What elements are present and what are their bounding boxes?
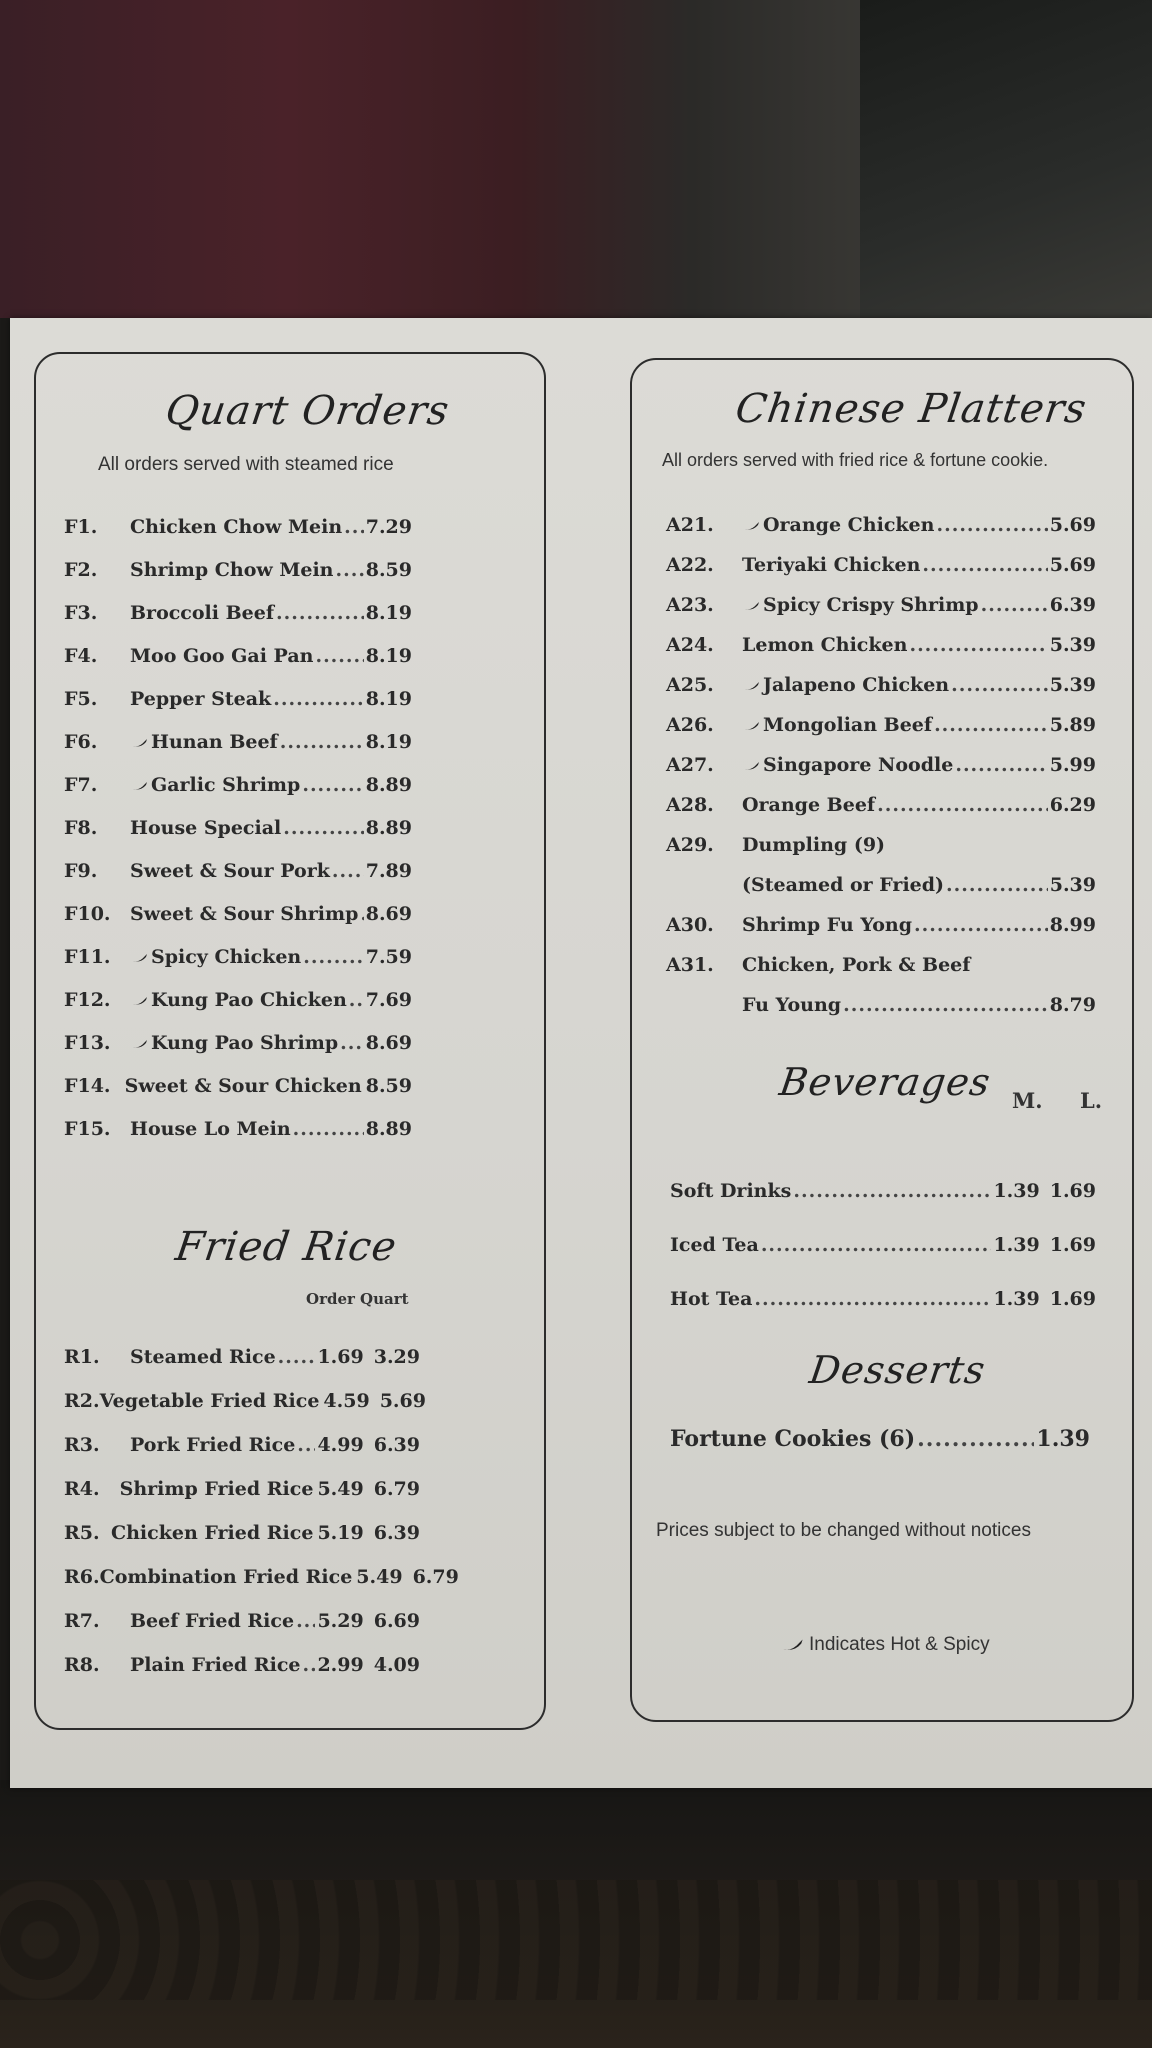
- quart-order-item: [64, 860, 412, 882]
- item-code: A27.: [666, 754, 714, 776]
- platter-item: [666, 754, 1096, 776]
- quart-order-item: [64, 774, 412, 796]
- quart-order-item: [64, 946, 412, 968]
- leader-dots: [981, 594, 1048, 616]
- item-price-price: 8.89: [365, 1118, 412, 1140]
- item-price-price: 6.29: [1049, 794, 1096, 816]
- pepper-icon: [744, 761, 760, 771]
- item-code: A30.: [666, 914, 714, 936]
- fried-rice-order-header: Order: [306, 1290, 355, 1308]
- platter-item: [666, 594, 1096, 616]
- item-price-price: 8.89: [365, 774, 412, 796]
- spicy-legend: [780, 1634, 990, 1656]
- item-name: Chicken, Pork & Beef: [742, 954, 971, 976]
- leader-dots: [280, 731, 364, 753]
- quart-order-item: [64, 645, 412, 667]
- fried-rice-quart-header: Quart: [360, 1290, 409, 1308]
- item-name: Soft Drinks: [670, 1180, 792, 1202]
- item-code: F8.: [64, 817, 98, 839]
- item-name: Sweet & Sour Shrimp: [130, 903, 359, 925]
- item-price-quart: 5.69: [379, 1390, 426, 1412]
- item-price-price: 8.19: [365, 731, 412, 753]
- quart-order-item: [64, 516, 412, 538]
- quart-order-item: [64, 731, 412, 753]
- item-code: F7.: [64, 774, 98, 796]
- item-name: Teriyaki Chicken: [742, 554, 921, 576]
- item-price-price: 7.89: [365, 860, 412, 882]
- item-name: Shrimp Fu Yong: [742, 914, 913, 936]
- item-name: Broccoli Beef: [130, 602, 275, 624]
- item-price-price: 5.39: [1049, 634, 1096, 656]
- background-top: [0, 0, 1152, 318]
- beverages-medium-header: M.: [1012, 1088, 1043, 1113]
- item-name: Plain Fried Rice: [130, 1654, 301, 1676]
- leader-dots: [278, 1346, 316, 1368]
- item-price-price: 5.99: [1049, 754, 1096, 776]
- leader-dots: [293, 1118, 364, 1140]
- item-price-price: 7.59: [365, 946, 412, 968]
- item-name: Moo Goo Gai Pan: [130, 645, 314, 667]
- fried-rice-item: [64, 1434, 420, 1456]
- item-name: Vegetable Fried Rice: [99, 1390, 320, 1412]
- item-name: Hot Tea: [670, 1288, 753, 1310]
- leader-dots: [276, 602, 364, 624]
- item-name: Sweet & Sour Chicken: [124, 1075, 362, 1097]
- item-name: Mongolian Beef: [763, 714, 933, 736]
- leader-dots: [955, 754, 1047, 776]
- item-name: Shrimp Fried Rice: [119, 1478, 314, 1500]
- item-code: R7.: [64, 1610, 100, 1632]
- platter-item: [666, 834, 1096, 856]
- item-name: Garlic Shrimp: [151, 774, 301, 796]
- item-price-quart: 6.79: [373, 1478, 420, 1500]
- leader-dots: [877, 794, 1048, 816]
- dessert-item: [670, 1426, 1090, 1452]
- beverages-large-header: L.: [1080, 1088, 1103, 1113]
- item-name: Hunan Beef: [151, 731, 278, 753]
- item-price-price: 8.99: [1049, 914, 1096, 936]
- item-code: A23.: [666, 594, 714, 616]
- background-bottom: [0, 1780, 1152, 2048]
- fried-rice-item: [64, 1390, 426, 1412]
- item-price-price: 8.19: [365, 645, 412, 667]
- item-price-m: 1.39: [993, 1180, 1040, 1202]
- leader-dots: [344, 516, 364, 538]
- item-price-quart: 6.39: [373, 1434, 420, 1456]
- pepper-icon: [744, 681, 760, 691]
- item-price-order: 5.29: [317, 1610, 364, 1632]
- item-code: F12.: [64, 989, 111, 1011]
- item-name: Pork Fried Rice: [130, 1434, 296, 1456]
- item-code: F11.: [64, 946, 111, 968]
- item-price-price: 5.89: [1049, 714, 1096, 736]
- pepper-icon: [744, 521, 760, 531]
- leader-dots: [754, 1288, 991, 1310]
- item-price-price: 5.69: [1049, 554, 1096, 576]
- platter-item: [666, 914, 1096, 936]
- platter-item: [666, 514, 1096, 536]
- item-price-l: 1.69: [1049, 1180, 1096, 1202]
- quart-order-item: [64, 1075, 412, 1097]
- item-code: F1.: [64, 516, 98, 538]
- fried-rice-item: [64, 1522, 420, 1544]
- item-price-order: 5.19: [317, 1522, 364, 1544]
- item-code: R2.: [64, 1390, 100, 1412]
- item-code: A31.: [666, 954, 714, 976]
- item-price-l: 1.69: [1049, 1288, 1096, 1310]
- platter-item: [666, 954, 1096, 976]
- quart-order-item: [64, 1032, 412, 1054]
- pepper-icon: [132, 1039, 148, 1049]
- platter-item: [666, 794, 1096, 816]
- item-code: A24.: [666, 634, 714, 656]
- item-code: A28.: [666, 794, 714, 816]
- platter-item-continuation: [742, 874, 1096, 896]
- chinese-platters-subtitle: All orders served with fried rice & fortune cookie.: [662, 450, 1049, 470]
- item-price-l: 1.69: [1049, 1234, 1096, 1256]
- platter-item: [666, 554, 1096, 576]
- item-price-quart: 4.09: [373, 1654, 420, 1676]
- platter-item: [666, 714, 1096, 736]
- quart-order-item: [64, 903, 412, 925]
- item-name: Spicy Chicken: [151, 946, 302, 968]
- item-price: 8.79: [1049, 994, 1096, 1016]
- item-price-price: 7.69: [365, 989, 412, 1011]
- item-code: R5.: [64, 1522, 100, 1544]
- leader-dots: [303, 1654, 316, 1676]
- item-price-m: 1.39: [993, 1288, 1040, 1310]
- item-code: F10.: [64, 903, 111, 925]
- leader-dots: [302, 774, 363, 796]
- leader-dots: [917, 1426, 1034, 1452]
- item-name: Steamed Rice: [130, 1346, 276, 1368]
- item-name: Spicy Crispy Shrimp: [763, 594, 979, 616]
- leader-dots: [315, 645, 363, 667]
- item-code: A26.: [666, 714, 714, 736]
- fried-rice-item: [64, 1478, 420, 1500]
- leader-dots: [946, 874, 1048, 896]
- leader-dots: [273, 688, 364, 710]
- item-price-m: 1.39: [993, 1234, 1040, 1256]
- beverage-item: [670, 1288, 1096, 1310]
- item-code: A25.: [666, 674, 714, 696]
- item-name: Singapore Noodle: [763, 754, 954, 776]
- item-name: Combination Fried Rice: [99, 1566, 353, 1588]
- item-price-price: 8.59: [365, 1075, 412, 1097]
- quart-order-item: [64, 1118, 412, 1140]
- pepper-icon: [782, 1638, 804, 1652]
- item-code: F15.: [64, 1118, 111, 1140]
- item-price-order: 2.99: [317, 1654, 364, 1676]
- item-price-order: 5.49: [356, 1566, 403, 1588]
- leader-dots: [303, 946, 363, 968]
- item-code: F3.: [64, 602, 98, 624]
- fried-rice-item: [64, 1654, 420, 1676]
- item-code: F6.: [64, 731, 98, 753]
- leader-dots: [761, 1234, 992, 1256]
- item-price-price: 5.69: [1049, 514, 1096, 536]
- item-name: Orange Chicken: [763, 514, 935, 536]
- platter-item: [666, 674, 1096, 696]
- chinese-platters-title: Chinese Platters: [732, 386, 1090, 432]
- item-name: Lemon Chicken: [742, 634, 908, 656]
- menu-page: [10, 318, 1152, 1788]
- leader-dots: [332, 860, 364, 882]
- spicy-legend-label: Indicates Hot & Spicy: [809, 1634, 990, 1655]
- item-price-price: 8.59: [365, 559, 412, 581]
- item-price-price: 8.69: [365, 1032, 412, 1054]
- leader-dots: [349, 989, 364, 1011]
- dessert-name: Fortune Cookies (6): [670, 1426, 916, 1452]
- item-code: F5.: [64, 688, 98, 710]
- quart-order-item: [64, 817, 412, 839]
- leader-dots: [340, 1032, 364, 1054]
- platter-item: [666, 634, 1096, 656]
- pepper-icon: [132, 781, 148, 791]
- fried-rice-title: Fried Rice: [172, 1224, 400, 1270]
- item-price-price: 5.39: [1049, 674, 1096, 696]
- pepper-icon: [744, 721, 760, 731]
- item-name: Shrimp Chow Mein: [130, 559, 334, 581]
- item-name: Jalapeno Chicken: [763, 674, 950, 696]
- item-price-price: 8.19: [365, 688, 412, 710]
- leader-dots: [283, 817, 363, 839]
- leader-dots: [909, 634, 1047, 656]
- item-name: Chicken Fried Rice: [110, 1522, 314, 1544]
- item-code: A21.: [666, 514, 714, 536]
- platter-item-continuation: [742, 994, 1096, 1016]
- quart-order-item: [64, 602, 412, 624]
- item-price-quart: 6.39: [373, 1522, 420, 1544]
- leader-dots: [336, 559, 364, 581]
- item-price: 5.39: [1049, 874, 1096, 896]
- item-name: Kung Pao Shrimp: [151, 1032, 339, 1054]
- item-price-price: 8.19: [365, 602, 412, 624]
- item-price-order: 5.49: [317, 1478, 364, 1500]
- quart-order-item: [64, 559, 412, 581]
- item-code: R8.: [64, 1654, 100, 1676]
- item-price-order: 4.99: [317, 1434, 364, 1456]
- item-name: Beef Fried Rice: [130, 1610, 295, 1632]
- item-price-price: 7.29: [365, 516, 412, 538]
- item-name: Chicken Chow Mein: [130, 516, 343, 538]
- background-dark-corner: [860, 0, 1152, 318]
- leader-dots: [296, 1610, 315, 1632]
- leader-dots: [936, 514, 1047, 536]
- item-name: Sweet & Sour Pork: [130, 860, 330, 882]
- background-texture: [0, 1880, 1152, 2000]
- item-price-price: 8.69: [365, 903, 412, 925]
- fried-rice-item: [64, 1566, 459, 1588]
- item-code: R3.: [64, 1434, 100, 1456]
- item-name: House Lo Mein: [130, 1118, 291, 1140]
- item-code: A29.: [666, 834, 714, 856]
- beverage-item: [670, 1180, 1096, 1202]
- item-price-price: 8.89: [365, 817, 412, 839]
- fried-rice-item: [64, 1610, 420, 1632]
- item-price-quart: 3.29: [373, 1346, 420, 1368]
- quart-order-item: [64, 989, 412, 1011]
- item-code: R4.: [64, 1478, 100, 1500]
- beverage-item: [670, 1234, 1096, 1256]
- item-price-quart: 6.69: [373, 1610, 420, 1632]
- item-code: F2.: [64, 559, 98, 581]
- leader-dots: [914, 914, 1048, 936]
- beverages-title: Beverages: [776, 1060, 994, 1104]
- item-name-line2: Fu Young: [742, 994, 842, 1016]
- item-price-order: 4.59: [323, 1390, 370, 1412]
- quart-orders-subtitle: All orders served with steamed rice: [98, 454, 394, 475]
- item-name: Iced Tea: [670, 1234, 759, 1256]
- item-name: Pepper Steak: [130, 688, 272, 710]
- item-price-quart: 6.79: [412, 1566, 459, 1588]
- item-code: F4.: [64, 645, 98, 667]
- pepper-icon: [132, 738, 148, 748]
- item-price-order: 1.69: [317, 1346, 364, 1368]
- left-menu-panel: [34, 352, 546, 1730]
- desserts-title: Desserts: [806, 1348, 989, 1392]
- item-code: R6.: [64, 1566, 100, 1588]
- pepper-icon: [132, 996, 148, 1006]
- quart-orders-title: Quart Orders: [162, 388, 453, 434]
- leader-dots: [793, 1180, 991, 1202]
- leader-dots: [922, 554, 1047, 576]
- item-name: Kung Pao Chicken: [151, 989, 347, 1011]
- quart-order-item: [64, 688, 412, 710]
- dessert-price: 1.39: [1036, 1426, 1090, 1452]
- leader-dots: [360, 903, 363, 925]
- fried-rice-item: [64, 1346, 420, 1368]
- item-name: Orange Beef: [742, 794, 876, 816]
- leader-dots: [934, 714, 1048, 736]
- price-notice: Prices subject to be changed without notices: [656, 1520, 1031, 1541]
- item-code: A22.: [666, 554, 714, 576]
- item-code: F14.: [64, 1075, 111, 1097]
- leader-dots: [297, 1434, 315, 1456]
- item-name-line2: (Steamed or Fried): [742, 874, 945, 896]
- item-name: House Special: [130, 817, 282, 839]
- leader-dots: [843, 994, 1048, 1016]
- item-code: F9.: [64, 860, 98, 882]
- pepper-icon: [132, 953, 148, 963]
- item-name: Dumpling (9): [742, 834, 886, 856]
- item-code: F13.: [64, 1032, 111, 1054]
- item-code: R1.: [64, 1346, 100, 1368]
- item-price-price: 6.39: [1049, 594, 1096, 616]
- pepper-icon: [744, 601, 760, 611]
- right-menu-panel: [630, 358, 1134, 1722]
- leader-dots: [951, 674, 1048, 696]
